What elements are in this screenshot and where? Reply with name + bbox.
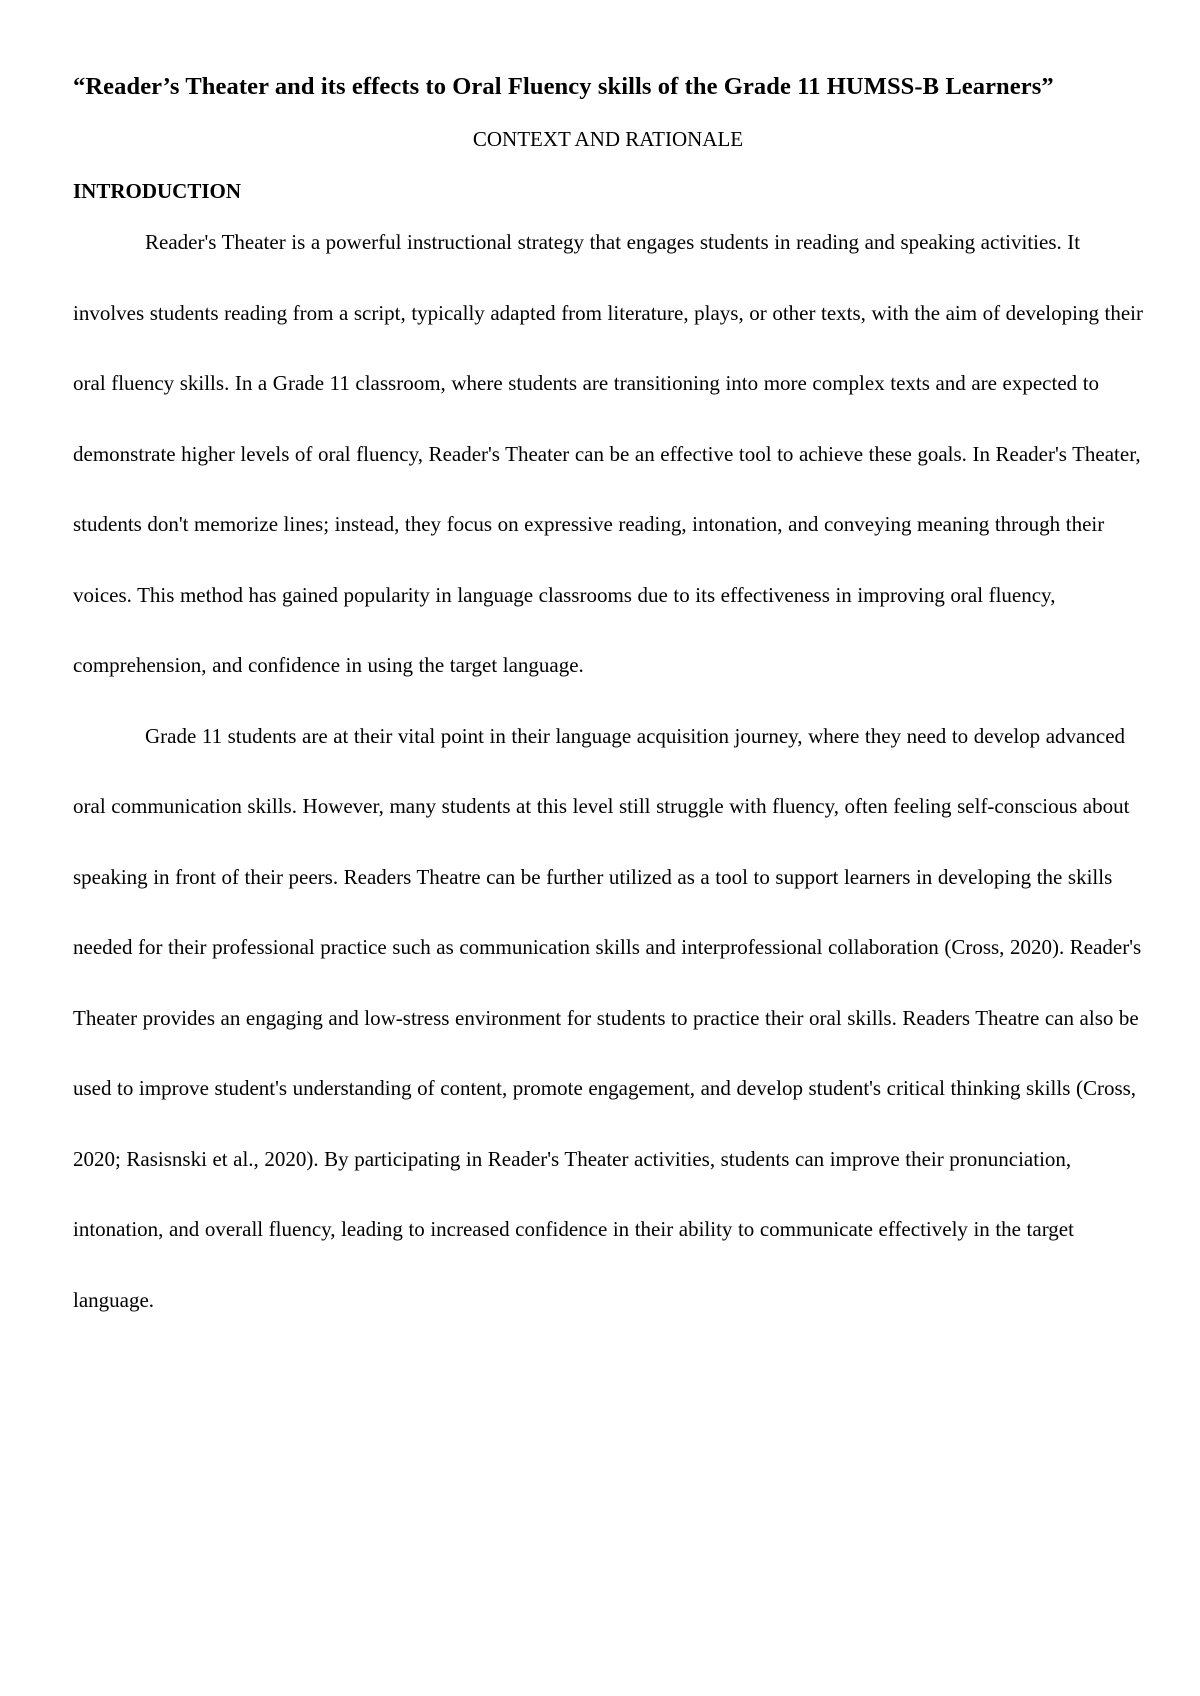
body-text [73, 207, 1143, 1335]
paragraph-1: Reader's Theater is a powerful instructional strategy that engages students in reading and speaking activities. It involves students reading from a script, typically adapted from literature, plays, or other texts, with the aim of developing their oral fluency skills. In a Grade 11 classroom, where students are transitioning into more complex texts and are expected to demonstrate higher levels of oral fluency, Reader's Theater can be an effective tool to achieve these goals. In Reader's Theater, students don't memorize lines; instead, they focus on expressive reading, intonation, and conveying meaning through their voices. This method has gained popularity in language classrooms due to its effectiveness in improving oral fluency, comprehension, and confidence in using the target language. [73, 230, 1143, 677]
introduction-heading: INTRODUCTION [73, 179, 242, 203]
paragraph-2: Grade 11 students are at their vital point in their language acquisition journey, where they need to develop advanced oral communication skills. However, many students at this level still struggle with fluency, often feeling self-conscious about speaking in front of their peers. Readers Theatre can be further utilized as a tool to support learners in developing the skills needed for their professional practice such as communication skills and interprofessional collaboration (Cross, 2020). Reader's Theater provides an engaging and low-stress environment for students to practice their oral skills. Readers Theatre can also be used to improve student's understanding of content, promote engagement, and develop student's critical thinking skills (Cross, 2020; Rasisnski et al., 2020). By participating in Reader's Theater activities, students can improve their pronunciation, intonation, and overall fluency, leading to increased confidence in their ability to communicate effectively in the target language. [73, 723, 1142, 1312]
document-page [73, 70, 1143, 1335]
document-title: “Reader’s Theater and its effects to Oral Fluency skills of the Grade 11 HUMSS-B Learners” [73, 73, 1054, 100]
section-heading: CONTEXT AND RATIONALE [472, 127, 744, 151]
